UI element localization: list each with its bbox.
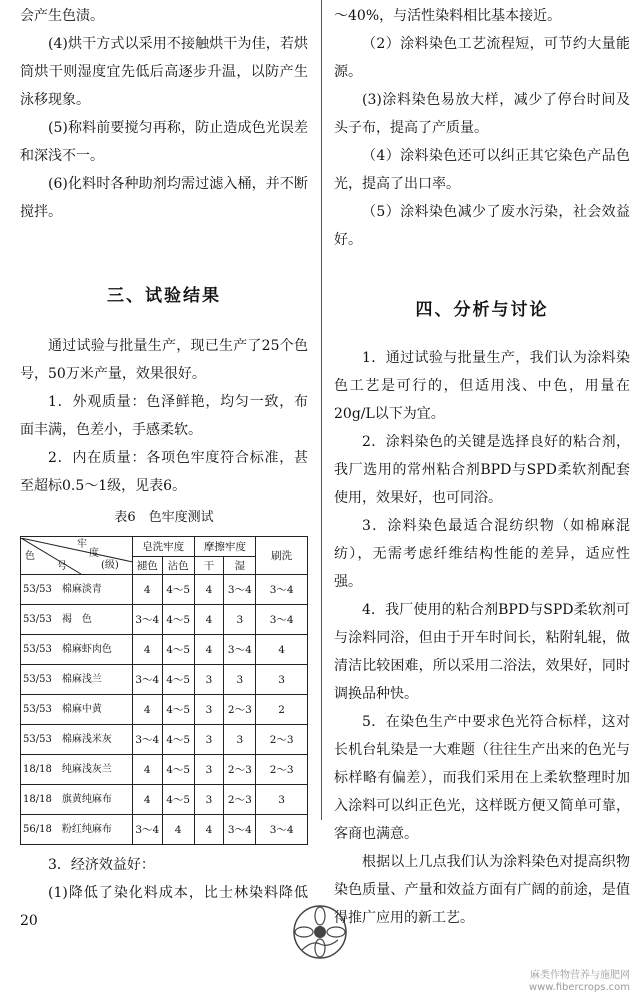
- paragraph: (4)烘干方式以采用不接触烘干为佳，若烘筒烘干则湿度宜先低后高逐步升温，以防产生泳移现象。: [20, 36, 308, 108]
- cell-stain: 4～5: [162, 755, 194, 785]
- paragraph: 3．经济效益好：: [48, 857, 155, 873]
- paragraph: （5）涂料染色减少了废水污染，社会效益好。: [334, 204, 630, 248]
- paragraph: 4．我厂使用的粘合剂BPD与SPD柔软剂可与涂料同浴，但由于开车时间长，粘附轧辊，做清洁比较困难，所以采用二浴法，效果好，同时调换品种快。: [334, 602, 630, 702]
- cell-fade: 4: [132, 635, 162, 665]
- cell-stain: 4～5: [162, 785, 194, 815]
- column-header: 褪色: [132, 557, 162, 575]
- cell-stain: 4～5: [162, 605, 194, 635]
- column-header: 湿: [224, 557, 256, 575]
- section-heading: 三、试验结果: [107, 286, 221, 306]
- table-row: [21, 605, 308, 635]
- cell-stain: 4: [162, 815, 194, 845]
- cell-brush: 2～3: [256, 725, 308, 755]
- cell-fade: 3～4: [132, 815, 162, 845]
- cell-dry: 4: [194, 815, 224, 845]
- cell-stain: 4～5: [162, 725, 194, 755]
- cell-stain: 4～5: [162, 635, 194, 665]
- paragraph: 2．涂料染色的关键是选择良好的粘合剂，我厂选用的常州粘合剂BPD与SPD柔软剂配套使用，效果好，也可同浴。: [334, 434, 630, 506]
- paragraph: (6)化料时各种助剂均需过滤入桶，并不断搅拌。: [20, 176, 308, 220]
- paragraph: (1)降低了染化料成本，比士林染料降低20: [20, 885, 308, 929]
- cell-brush: 2～3: [256, 755, 308, 785]
- cell-fade: 4: [132, 695, 162, 725]
- left-column: [20, 0, 308, 935]
- watermark-url: www.fibercrops.com: [528, 982, 630, 993]
- cell-brush: 3: [256, 785, 308, 815]
- group-header: 皂洗牢度: [132, 537, 194, 557]
- cell-brush: 3～4: [256, 815, 308, 845]
- cell-stain: 4～5: [162, 575, 194, 605]
- cell-wet: 3～4: [224, 575, 256, 605]
- cell-dry: 3: [194, 785, 224, 815]
- cell-stain: 4～5: [162, 665, 194, 695]
- table-row: [21, 575, 308, 605]
- cell-brush: 2: [256, 695, 308, 725]
- cell-name: 53/53 棉麻淡青: [21, 575, 133, 605]
- cell-dry: 3: [194, 665, 224, 695]
- cell-dry: 4: [194, 605, 224, 635]
- cell-name: 53/53 棉麻浅米灰: [21, 725, 133, 755]
- cell-wet: 2～3: [224, 785, 256, 815]
- cell-wet: 3～4: [224, 635, 256, 665]
- paragraph: (3)涂料染色易放大样，减少了停台时间及头子布，提高了产质量。: [334, 92, 630, 136]
- cell-name: 53/53 褐 色: [21, 605, 133, 635]
- cell-brush: 3～4: [256, 575, 308, 605]
- cell-wet: 2～3: [224, 695, 256, 725]
- paragraph: （2）涂料染色工艺流程短，可节约大量能源。: [334, 36, 630, 80]
- paragraph: 1．通过试验与批量生产，我们认为涂料染色工艺是可行的，但适用浅、中色，用量在20g/L以下为宜。: [334, 350, 630, 422]
- paragraph: 根据以上几点我们认为涂料染色对提高织物染色质量、产量和效益方面有广阔的前途，是值得推广应用的新工艺。: [334, 854, 630, 926]
- column-header: 干: [194, 557, 224, 575]
- column-header: 刷洗: [256, 537, 308, 575]
- paragraph: ～40%，与活性染料相比基本接近。: [334, 8, 562, 24]
- column-header: 沾色: [162, 557, 194, 575]
- corner-label: 号: [57, 560, 67, 572]
- floral-ornament: [288, 900, 352, 964]
- cell-wet: 3: [224, 605, 256, 635]
- section-heading: 四、分析与讨论: [415, 300, 549, 320]
- cell-wet: 3～4: [224, 815, 256, 845]
- paragraph: （4）涂料染色还可以纠正其它染色产品色光，提高了出口率。: [334, 148, 630, 192]
- table-caption: 表6 色牢度测试: [114, 510, 214, 525]
- cell-brush: 3: [256, 665, 308, 695]
- cell-dry: 4: [194, 575, 224, 605]
- cell-fade: 3～4: [132, 725, 162, 755]
- group-header: 摩擦牢度: [194, 537, 256, 557]
- table-row: [21, 755, 308, 785]
- cell-brush: 4: [256, 635, 308, 665]
- paragraph: 会产生色渍。: [20, 8, 104, 24]
- cell-wet: 2～3: [224, 755, 256, 785]
- cell-fade: 3～4: [132, 665, 162, 695]
- paragraph: 通过试验与批量生产，现已生产了25个色号，50万米产量，效果很好。: [20, 338, 308, 382]
- cell-name: 18/18 纯麻浅灰兰: [21, 755, 133, 785]
- cell-wet: 3: [224, 725, 256, 755]
- paragraph: 1．外观质量：色泽鲜艳，均匀一致，布面丰满，色差小，手感柔软。: [20, 394, 308, 438]
- table-row: [21, 635, 308, 665]
- right-column: [334, 0, 630, 932]
- colorfastness-table: [20, 536, 308, 845]
- cell-name: 18/18 旗黄纯麻布: [21, 785, 133, 815]
- table-row: [21, 665, 308, 695]
- cell-name: 53/53 棉麻浅兰: [21, 665, 133, 695]
- cell-brush: 3～4: [256, 605, 308, 635]
- cell-fade: 3～4: [132, 605, 162, 635]
- table-row: [21, 815, 308, 845]
- table-corner-header: [21, 537, 133, 575]
- corner-label: 色: [25, 550, 35, 562]
- cell-stain: 4～5: [162, 695, 194, 725]
- cell-fade: 4: [132, 755, 162, 785]
- cell-name: 56/18 粉红纯麻布: [21, 815, 133, 845]
- paragraph: 2．内在质量：各项色牢度符合标准，甚至超标0.5～1级，见表6。: [20, 450, 308, 494]
- corner-label: (级): [101, 559, 119, 571]
- paragraph: 5．在染色生产中要求色光符合标样，这对长机台轧染是一大难题（往往生产出来的色光与标样略有偏差），而我们采用在上柔软整理时加入涂料可以纠正色光，这样既方便又简单可靠，客商也满意。: [334, 714, 630, 842]
- watermark-title: 麻类作物营养与施肥网: [530, 970, 630, 981]
- cell-dry: 3: [194, 725, 224, 755]
- cell-fade: 4: [132, 785, 162, 815]
- table-row: [21, 695, 308, 725]
- corner-label: 度: [89, 547, 99, 559]
- table-row: [21, 785, 308, 815]
- cell-dry: 3: [194, 755, 224, 785]
- paragraph: 3．涂料染色最适合混纺织物（如棉麻混纺），无需考虑纤维结构性能的差异，适应性强。: [334, 518, 630, 590]
- cell-fade: 4: [132, 575, 162, 605]
- table-row: [21, 725, 308, 755]
- column-divider: [321, 0, 322, 820]
- cell-dry: 4: [194, 635, 224, 665]
- cell-wet: 3: [224, 665, 256, 695]
- cell-dry: 3: [194, 695, 224, 725]
- paragraph: (5)称料前要搅匀再称，防止造成色光误差和深浅不一。: [20, 120, 308, 164]
- site-watermark: [529, 970, 630, 994]
- cell-name: 53/53 棉麻中黄: [21, 695, 133, 725]
- corner-label: 牢: [77, 538, 87, 550]
- cell-name: 53/53 棉麻虾肉色: [21, 635, 133, 665]
